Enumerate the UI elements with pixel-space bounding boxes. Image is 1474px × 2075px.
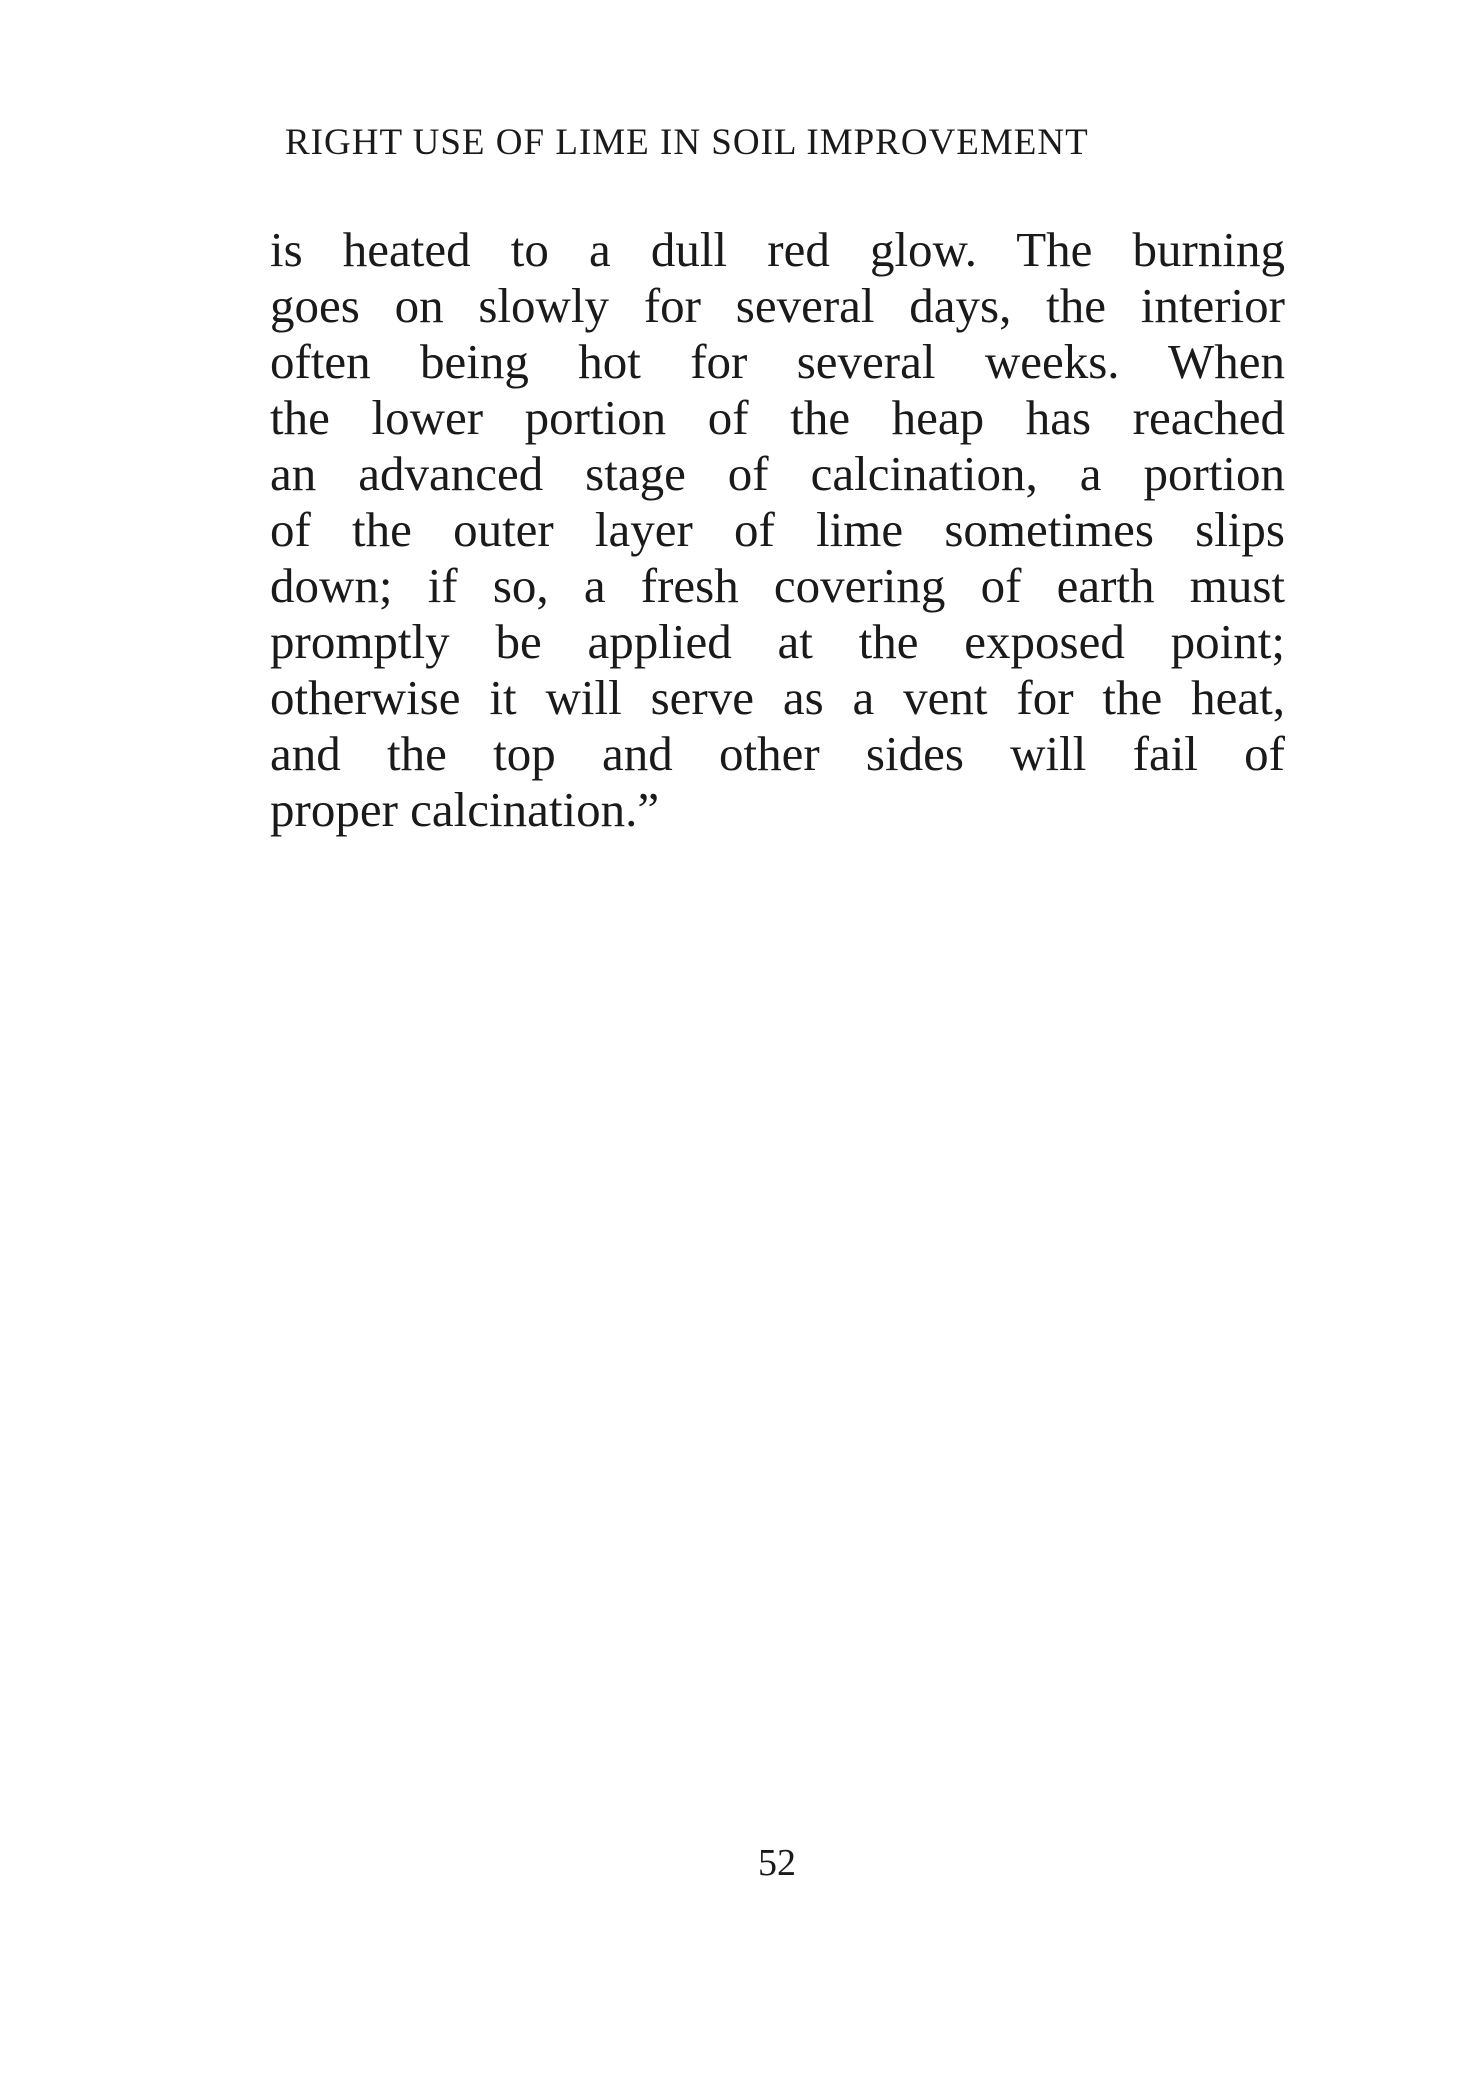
body-line: often being hot for several weeks. When — [270, 334, 1285, 389]
body-line: is heated to a dull red glow. The burning — [270, 222, 1285, 277]
body-line: and the top and other sides will fail of — [270, 726, 1285, 781]
running-head: RIGHT USE OF LIME IN SOIL IMPROVEMENT — [285, 122, 1089, 163]
body-line: an advanced stage of calcination, a portion — [270, 446, 1285, 501]
body-line: of the outer layer of lime sometimes slips — [270, 502, 1285, 557]
body-line: the lower portion of the heap has reached — [270, 390, 1285, 445]
body-line: goes on slowly for several days, the interior — [270, 278, 1285, 333]
body-line: proper calcination.” — [270, 782, 660, 837]
body-line: promptly be applied at the exposed point; — [270, 614, 1285, 669]
body-text — [270, 222, 1285, 838]
body-line: otherwise it will serve as a vent for the heat, — [270, 670, 1285, 725]
page-number: 52 — [758, 1842, 796, 1884]
body-line: down; if so, a fresh covering of earth must — [270, 558, 1285, 613]
